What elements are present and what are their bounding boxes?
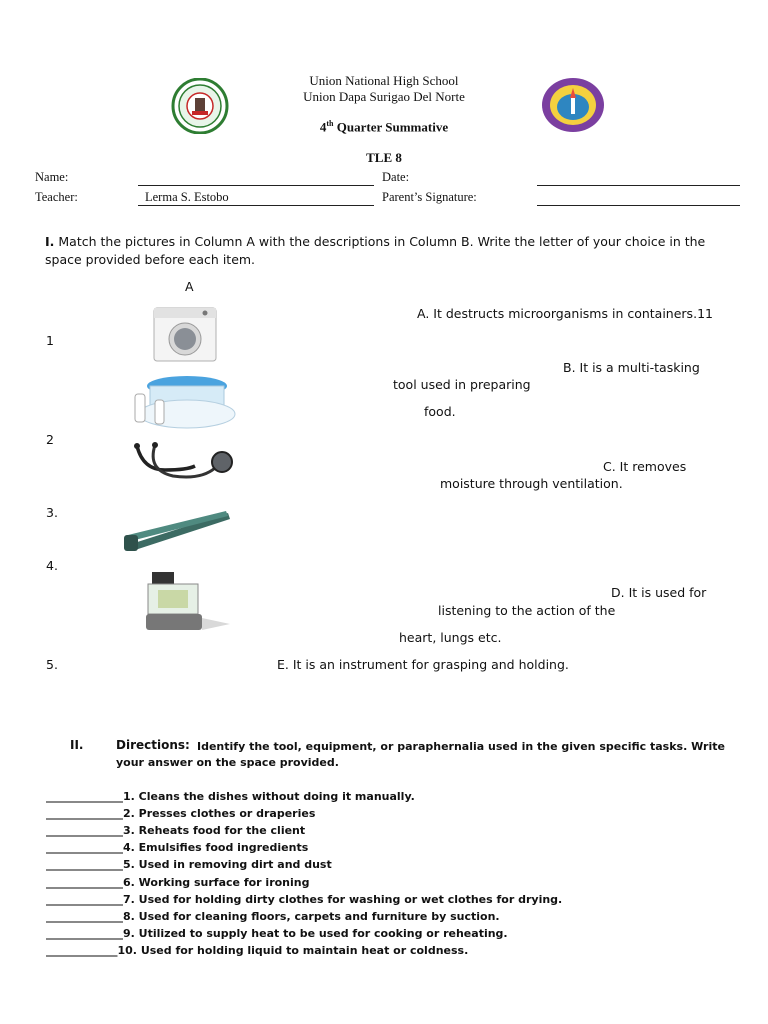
date-label: Date: xyxy=(382,170,410,184)
part1-instructions: I. Match the pictures in Column A with the descriptions in Column B. Write the letter of your choice in the space provided before each item. xyxy=(45,234,706,267)
date-field[interactable] xyxy=(537,185,740,186)
steam-sterilizer-icon xyxy=(125,372,240,432)
signature-field[interactable] xyxy=(537,205,740,206)
list-item: ______________3. Reheats food for the client xyxy=(46,824,306,837)
column-a-heading: A xyxy=(185,279,194,294)
washing-machine-icon xyxy=(150,305,220,363)
item-number: 5. xyxy=(46,657,58,672)
desc-a: A. It destructs microorganisms in containers.11 xyxy=(417,306,713,321)
part2-directions-line1: Identify the tool, equipment, or paraphernalia used in the given specific tasks. Write xyxy=(197,740,725,753)
tongs-icon xyxy=(118,505,238,557)
desc-e: E. It is an instrument for grasping and holding. xyxy=(277,657,569,672)
subject-title: TLE 8 xyxy=(366,150,402,165)
desc-b-line1: B. It is a multi-tasking xyxy=(563,360,700,375)
part2-directions-line2: your answer on the space provided. xyxy=(116,756,339,769)
name-label: Name: xyxy=(35,170,69,184)
list-item: ______________5. Used in removing dirt and dust xyxy=(46,858,332,871)
desc-d-line1: D. It is used for xyxy=(611,585,707,600)
stethoscope-icon xyxy=(125,440,237,486)
list-item: _____________10. Used for holding liquid to maintain heat or coldness. xyxy=(46,944,469,957)
signature-label: Parent’s Signature: xyxy=(382,190,477,204)
desc-c-line2: moisture through ventilation. xyxy=(440,476,623,491)
part2-numeral: II. xyxy=(70,738,84,752)
teacher-label: Teacher: xyxy=(35,190,78,204)
desc-d-line3: heart, lungs etc. xyxy=(399,630,502,645)
school-name: Union National High School xyxy=(309,73,459,88)
desc-b-line3: food. xyxy=(424,404,456,419)
item-number: 4. xyxy=(46,558,58,573)
teacher-field xyxy=(138,205,374,206)
desc-b-line2: tool used in preparing xyxy=(393,377,531,392)
list-item: ______________4. Emulsifies food ingredients xyxy=(46,841,309,854)
item-number: 3. xyxy=(46,505,58,520)
quarter-title: 4th Quarter Summative xyxy=(319,119,449,135)
part2-directions-label: Directions: xyxy=(116,738,190,752)
food-processor-icon xyxy=(138,568,238,638)
list-item: ______________7. Used for holding dirty clothes for washing or wet clothes for drying. xyxy=(46,893,563,906)
desc-c-line1: C. It removes xyxy=(603,459,687,474)
list-item: ______________2. Presses clothes or draperies xyxy=(46,807,316,820)
list-item: ______________6. Working surface for ironing xyxy=(46,876,310,889)
teacher-value: Lerma S. Estobo xyxy=(145,190,229,204)
list-item: ______________9. Utilized to supply heat to be used for cooking or reheating. xyxy=(46,927,508,940)
item-number: 1 xyxy=(46,333,54,348)
school-address: Union Dapa Surigao Del Norte xyxy=(303,89,465,104)
list-item: ______________1. Cleans the dishes without doing it manually. xyxy=(46,790,415,803)
item-number: 2 xyxy=(46,432,54,447)
list-item: ______________8. Used for cleaning floors, carpets and furniture by suction. xyxy=(46,910,500,923)
desc-d-line2: listening to the action of the xyxy=(438,603,616,618)
name-field[interactable] xyxy=(138,185,374,186)
